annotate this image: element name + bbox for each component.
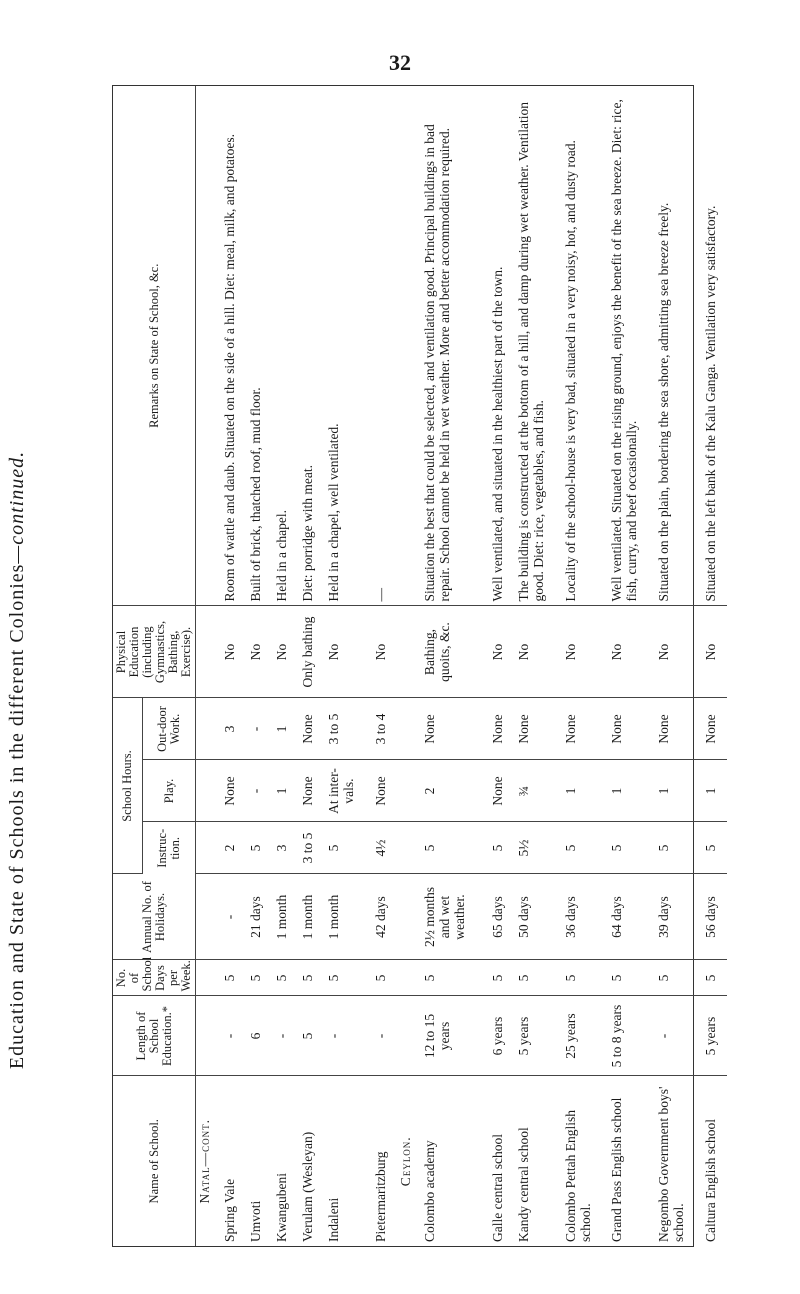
holidays-cell: 65 days <box>488 874 514 960</box>
outdoor-work-cell: None <box>488 698 514 760</box>
header-school-hours: School Hours. <box>113 698 143 874</box>
outdoor-work-cell: - <box>246 698 272 760</box>
instruction-hours-cell: 5 <box>246 822 272 874</box>
holidays-cell: 56 days <box>701 874 727 960</box>
instruction-hours-cell: 2 <box>220 822 246 874</box>
school-name-cell: Verulam (Wesleyan) <box>299 1131 315 1242</box>
play-hours-cell: None <box>371 760 397 822</box>
holidays-cell: - <box>220 874 246 960</box>
play-hours-cell: ¾ <box>514 760 561 822</box>
play-hours-cell: 1 <box>654 760 701 822</box>
empty-cell <box>397 822 420 874</box>
instruction-hours-cell: 5½ <box>514 822 561 874</box>
physical-education-cell: No <box>272 606 298 698</box>
school-days-cell: 5 <box>324 960 371 996</box>
school-name-cell: Caltura English school <box>702 1119 718 1242</box>
school-days-cell: 5 <box>420 960 487 996</box>
physical-education-cell: No <box>607 606 654 698</box>
school-days-cell: 5 <box>701 960 727 996</box>
outdoor-work-cell: None <box>561 698 608 760</box>
remarks-cell: Situated on the left bank of the Kalu Ganga. Ventilation very satisfactory. <box>701 86 727 606</box>
school-name-cell: Negombo Government boys' school. <box>656 1086 687 1242</box>
outdoor-work-cell: None <box>654 698 701 760</box>
physical-education-cell: No <box>371 606 397 698</box>
holidays-cell: 50 days <box>514 874 561 960</box>
play-hours-cell: None <box>220 760 246 822</box>
remarks-cell: Situation the best that could be selected, and ventilation good. Principal buildings in bad repair. School cannot be held in wet weather. More and better accommodation required. <box>420 86 487 606</box>
outdoor-work-cell: 3 to 4 <box>371 698 397 760</box>
remarks-cell: Held in a chapel, well ventilated. <box>324 86 371 606</box>
table-row <box>298 86 324 1246</box>
school-days-cell: 5 <box>272 960 298 996</box>
outdoor-work-cell: 3 to 5 <box>324 698 371 760</box>
table-row <box>371 86 397 1246</box>
instruction-hours-cell: 3 to 5 <box>298 822 324 874</box>
table-row <box>561 86 608 1246</box>
remarks-cell: Built of brick, thatched roof, mud floor. <box>246 86 272 606</box>
header-physical: Physical Education (including Gymnastics, Bathing, Exercise). <box>113 606 196 698</box>
remarks-cell: Held in a chapel. <box>272 86 298 606</box>
education-length-cell: - <box>324 996 371 1076</box>
holidays-cell: 64 days <box>607 874 654 960</box>
table-body <box>196 86 728 1246</box>
education-length-cell: - <box>371 996 397 1076</box>
table-row <box>220 86 246 1246</box>
play-hours-cell: 1 <box>701 760 727 822</box>
school-days-cell: 5 <box>246 960 272 996</box>
instruction-hours-cell: 5 <box>607 822 654 874</box>
table-row <box>272 86 298 1246</box>
holidays-cell: 39 days <box>654 874 701 960</box>
play-hours-cell: 1 <box>561 760 608 822</box>
school-name-cell: Grand Pass English school <box>609 1097 625 1242</box>
school-name-cell: Kwangubeni <box>273 1173 289 1242</box>
physical-education-cell: No <box>246 606 272 698</box>
table-row <box>246 86 272 1246</box>
outdoor-work-cell: 3 <box>220 698 246 760</box>
holidays-cell: 1 month <box>272 874 298 960</box>
page-number: 32 <box>389 50 411 75</box>
instruction-hours-cell: 4½ <box>371 822 397 874</box>
remarks-cell: Well ventilated. Situated on the rising ground, enjoys the benefit of the sea breeze. Diet: rice, fish, curry, and beef occasionally. <box>607 86 654 606</box>
table-row <box>514 86 561 1246</box>
empty-cell <box>397 874 420 960</box>
empty-cell <box>397 606 420 698</box>
empty-cell <box>397 760 420 822</box>
header-instruction: Instruc-tion. <box>143 822 196 874</box>
outdoor-work-cell: None <box>514 698 561 760</box>
header-length: Length of School Education.* <box>113 996 196 1076</box>
education-length-cell: 5 years <box>514 996 561 1076</box>
school-name-cell: Colombo Pettah English school. <box>562 1109 593 1242</box>
outdoor-work-cell: None <box>701 698 727 760</box>
outdoor-work-cell: None <box>607 698 654 760</box>
play-hours-cell: 1 <box>607 760 654 822</box>
play-hours-cell: At inter-vals. <box>324 760 371 822</box>
school-days-cell: 5 <box>488 960 514 996</box>
education-length-cell: 5 years <box>701 996 727 1076</box>
header-play: Play. <box>143 760 196 822</box>
table-row <box>488 86 514 1246</box>
holidays-cell: 42 days <box>371 874 397 960</box>
remarks-cell: Locality of the school-house is very bad, situated in a very noisy, hot, and dusty road. <box>561 86 608 606</box>
education-length-cell: 6 <box>246 996 272 1076</box>
remarks-cell: The building is constructed at the bottom of a hill, and damp during wet weather. Ventilation good. Diet: rice, vegetables, and fish. <box>514 86 561 606</box>
physical-education-cell: Only bathing <box>298 606 324 698</box>
education-length-cell: 5 <box>298 996 324 1076</box>
header-remarks: Remarks on State of School, &c. <box>113 86 196 606</box>
physical-education-cell: Bathing, quoits, &c. <box>420 606 487 698</box>
play-hours-cell: 1 <box>272 760 298 822</box>
instruction-hours-cell: 5 <box>561 822 608 874</box>
outdoor-work-cell: None <box>298 698 324 760</box>
empty-cell <box>196 996 220 1076</box>
empty-cell <box>196 698 220 760</box>
instruction-hours-cell: 3 <box>272 822 298 874</box>
holidays-cell: 21 days <box>246 874 272 960</box>
schools-table <box>113 86 727 1246</box>
table-row <box>701 86 727 1246</box>
empty-cell <box>196 822 220 874</box>
empty-cell <box>397 996 420 1076</box>
instruction-hours-cell: 5 <box>420 822 487 874</box>
empty-cell <box>196 760 220 822</box>
education-length-cell: 12 to 15 years <box>420 996 487 1076</box>
school-name-cell: Pietermaritzburg <box>372 1151 388 1242</box>
education-length-cell: 5 to 8 years <box>607 996 654 1076</box>
header-holidays: Annual No. of Holidays. <box>113 874 196 960</box>
table-row <box>654 86 701 1246</box>
region-heading: Ceylon. <box>397 1136 413 1187</box>
education-length-cell: - <box>220 996 246 1076</box>
physical-education-cell: No <box>324 606 371 698</box>
physical-education-cell: No <box>514 606 561 698</box>
region-heading-row <box>196 86 220 1246</box>
education-length-cell: 6 years <box>488 996 514 1076</box>
instruction-hours-cell: 5 <box>488 822 514 874</box>
header-name: Name of School. <box>113 1076 196 1246</box>
empty-cell <box>397 960 420 996</box>
remarks-cell: Room of wattle and daub. Situated on the side of a hill. Diet: meal, milk, and potatoes. <box>220 86 246 606</box>
empty-cell <box>397 698 420 760</box>
school-name-cell: Indaleni <box>326 1197 342 1242</box>
instruction-hours-cell: 5 <box>324 822 371 874</box>
empty-cell <box>196 606 220 698</box>
header-outdoor: Out-door Work. <box>143 698 196 760</box>
region-heading-row <box>397 86 420 1246</box>
physical-education-cell: No <box>561 606 608 698</box>
school-days-cell: 5 <box>514 960 561 996</box>
table-row <box>607 86 654 1246</box>
schools-table-frame <box>112 85 718 1247</box>
remarks-cell: Situated on the plain, bordering the sea shore, admitting sea breeze freely. <box>654 86 701 606</box>
physical-education-cell: No <box>701 606 727 698</box>
instruction-hours-cell: 5 <box>654 822 701 874</box>
school-days-cell: 5 <box>298 960 324 996</box>
holidays-cell: 1 month <box>298 874 324 960</box>
remarks-cell: Well ventilated, and situated in the healthiest part of the town. <box>488 86 514 606</box>
holidays-cell: 1 month <box>324 874 371 960</box>
school-name-cell: Colombo academy <box>422 1140 438 1242</box>
empty-cell <box>196 86 220 606</box>
school-name-cell: Umvoti <box>247 1200 263 1242</box>
empty-cell <box>196 960 220 996</box>
remarks-cell: — <box>371 86 397 606</box>
header-days: No. of School Days per Week. <box>113 960 196 996</box>
school-name-cell: Spring Vale <box>221 1178 237 1242</box>
play-hours-cell: None <box>298 760 324 822</box>
remarks-cell: Diet: porridge with meat. <box>298 86 324 606</box>
school-days-cell: 5 <box>220 960 246 996</box>
holidays-cell: 2½ months and wet weather. <box>420 874 487 960</box>
education-length-cell: 25 years <box>561 996 608 1076</box>
school-name-cell: Galle central school <box>489 1134 505 1242</box>
education-length-cell: - <box>272 996 298 1076</box>
empty-cell <box>397 86 420 606</box>
education-length-cell: - <box>654 996 701 1076</box>
school-name-cell: Kandy central school <box>515 1127 531 1242</box>
running-title <box>6 330 46 1190</box>
table-row <box>420 86 487 1246</box>
school-days-cell: 5 <box>607 960 654 996</box>
holidays-cell: 36 days <box>561 874 608 960</box>
school-days-cell: 5 <box>654 960 701 996</box>
school-days-cell: 5 <box>371 960 397 996</box>
table-row <box>324 86 371 1246</box>
outdoor-work-cell: None <box>420 698 487 760</box>
region-heading: Natal—cont. <box>197 1119 212 1204</box>
empty-cell <box>196 874 220 960</box>
instruction-hours-cell: 5 <box>701 822 727 874</box>
play-hours-cell: None <box>488 760 514 822</box>
physical-education-cell: No <box>220 606 246 698</box>
outdoor-work-cell: 1 <box>272 698 298 760</box>
play-hours-cell: - <box>246 760 272 822</box>
play-hours-cell: 2 <box>420 760 487 822</box>
running-title-suffix: —continued. <box>6 450 28 564</box>
school-days-cell: 5 <box>561 960 608 996</box>
physical-education-cell: No <box>488 606 514 698</box>
physical-education-cell: No <box>654 606 701 698</box>
running-title-text: Education and State of Schools in the different Colonies <box>6 563 28 1070</box>
